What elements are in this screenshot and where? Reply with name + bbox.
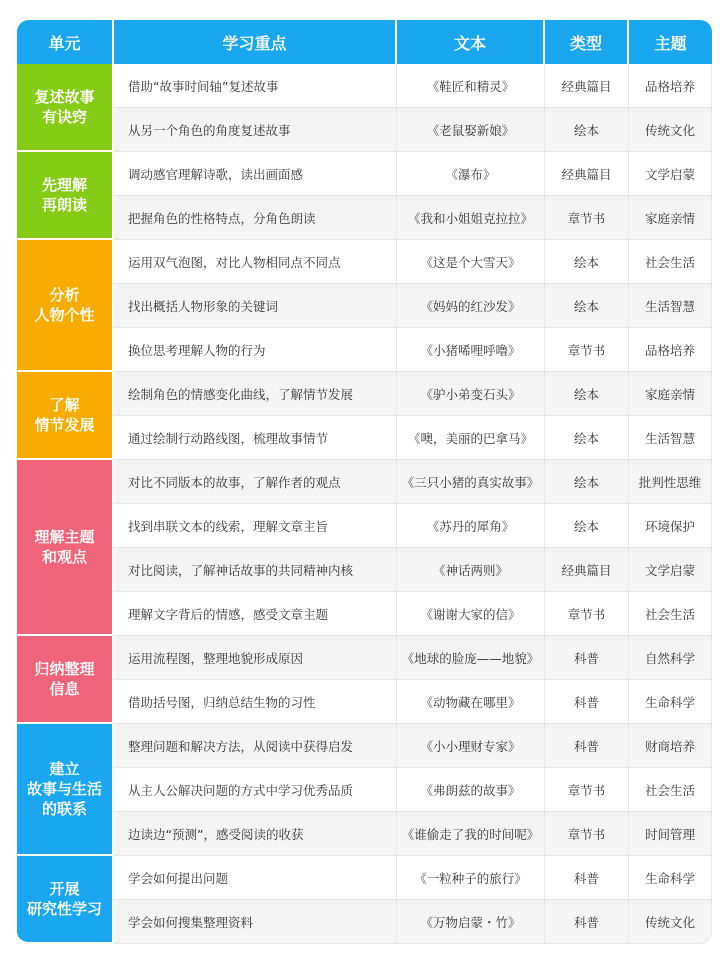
focus-cell: 理解文字背后的情感，感受文章主题	[114, 592, 397, 636]
type-cell: 章节书	[545, 592, 629, 636]
unit-cell	[17, 152, 114, 240]
focus-cell: 把握角色的性格特点，分角色朗读	[114, 196, 397, 240]
text-cell: 《我和小姐姐克拉拉》	[397, 196, 545, 240]
text-cell: 《苏丹的犀角》	[397, 504, 545, 548]
theme-cell: 社会生活	[629, 592, 712, 636]
theme-cell: 文学启蒙	[629, 548, 712, 592]
text-cell: 《瀑布》	[397, 152, 545, 196]
table-row	[17, 548, 712, 592]
unit-label-line: 理解主题	[34, 528, 95, 546]
focus-cell: 运用双气泡图，对比人物相同点不同点	[114, 240, 397, 284]
theme-cell: 自然科学	[629, 636, 712, 680]
unit-cell	[17, 372, 114, 460]
type-cell: 科普	[545, 680, 629, 724]
text-cell: 《小小理财专家》	[397, 724, 545, 768]
text-cell: 《驴小弟变石头》	[397, 372, 545, 416]
theme-cell: 批判性思维	[629, 460, 712, 504]
table-row	[17, 196, 712, 240]
type-cell: 章节书	[545, 768, 629, 812]
text-cell: 《三只小猪的真实故事》	[397, 460, 545, 504]
unit-label-line: 分析	[49, 286, 80, 304]
focus-cell: 对比阅读，了解神话故事的共同精神内核	[114, 548, 397, 592]
type-cell: 经典篇目	[545, 152, 629, 196]
theme-cell: 传统文化	[629, 900, 712, 944]
unit-cell	[17, 724, 114, 856]
header-type: 类型	[545, 20, 629, 64]
text-cell: 《谢谢大家的信》	[397, 592, 545, 636]
theme-cell: 传统文化	[629, 108, 712, 152]
unit-cell	[17, 636, 114, 724]
unit-label-line: 有诀窍	[41, 108, 87, 126]
curriculum-table-container	[17, 20, 712, 944]
text-cell: 《万物启蒙・竹》	[397, 900, 545, 944]
type-cell: 章节书	[545, 328, 629, 372]
table-row	[17, 504, 712, 548]
unit-cell	[17, 856, 114, 944]
header-theme: 主题	[629, 20, 712, 64]
table-body	[17, 64, 712, 944]
theme-cell: 时间管理	[629, 812, 712, 856]
text-cell: 《这是个大雪天》	[397, 240, 545, 284]
type-cell: 科普	[545, 724, 629, 768]
theme-cell: 社会生活	[629, 768, 712, 812]
unit-label-line: 再朗读	[41, 196, 87, 214]
theme-cell: 财商培养	[629, 724, 712, 768]
text-cell: 《地球的脸庞——地貌》	[397, 636, 545, 680]
theme-cell: 社会生活	[629, 240, 712, 284]
unit-label-line: 情节发展	[34, 416, 95, 434]
text-cell: 《一粒种子的旅行》	[397, 856, 545, 900]
table-row	[17, 372, 712, 416]
focus-cell: 对比不同版本的故事，了解作者的观点	[114, 460, 397, 504]
table-row	[17, 900, 712, 944]
table-row	[17, 64, 712, 108]
type-cell: 绘本	[545, 416, 629, 460]
focus-cell: 学会如何搜集整理资料	[114, 900, 397, 944]
unit-label-line: 了解	[49, 396, 80, 414]
type-cell: 绘本	[545, 460, 629, 504]
theme-cell: 环境保护	[629, 504, 712, 548]
type-cell: 科普	[545, 636, 629, 680]
type-cell: 科普	[545, 900, 629, 944]
text-cell: 《鞋匠和精灵》	[397, 64, 545, 108]
theme-cell: 品格培养	[629, 328, 712, 372]
focus-cell: 找出概括人物形象的关键词	[114, 284, 397, 328]
focus-cell: 整理问题和解决方法，从阅读中获得启发	[114, 724, 397, 768]
unit-cell	[17, 240, 114, 372]
unit-label-line: 的联系	[41, 800, 87, 818]
focus-cell: 运用流程图，整理地貌形成原因	[114, 636, 397, 680]
table-row	[17, 724, 712, 768]
type-cell: 绘本	[545, 504, 629, 548]
theme-cell: 家庭亲情	[629, 372, 712, 416]
type-cell: 章节书	[545, 812, 629, 856]
table-row	[17, 416, 712, 460]
focus-cell: 通过绘制行动路线图，梳理故事情节	[114, 416, 397, 460]
type-cell: 绘本	[545, 108, 629, 152]
text-cell: 《老鼠娶新娘》	[397, 108, 545, 152]
unit-cell	[17, 64, 114, 152]
theme-cell: 生命科学	[629, 680, 712, 724]
unit-label-line: 归纳整理	[34, 660, 95, 678]
focus-cell: 找到串联文本的线索，理解文章主旨	[114, 504, 397, 548]
focus-cell: 借助“故事时间轴”复述故事	[114, 64, 397, 108]
unit-label-line: 故事与生活	[26, 780, 102, 798]
unit-label-line: 开展	[49, 880, 80, 898]
unit-label-line: 建立	[49, 760, 80, 778]
type-cell: 经典篇目	[545, 64, 629, 108]
theme-cell: 家庭亲情	[629, 196, 712, 240]
table-row	[17, 812, 712, 856]
text-cell: 《妈妈的红沙发》	[397, 284, 545, 328]
theme-cell: 生活智慧	[629, 416, 712, 460]
unit-label-line: 研究性学习	[26, 900, 102, 918]
type-cell: 科普	[545, 856, 629, 900]
unit-label-line: 复述故事	[34, 88, 95, 106]
table-row	[17, 636, 712, 680]
table-row	[17, 240, 712, 284]
unit-label-line: 先理解	[41, 176, 87, 194]
type-cell: 经典篇目	[545, 548, 629, 592]
header-unit: 单元	[17, 20, 114, 64]
header-text: 文本	[397, 20, 545, 64]
table-row	[17, 152, 712, 196]
type-cell: 绘本	[545, 240, 629, 284]
unit-label-line: 信息	[49, 680, 80, 698]
theme-cell: 生命科学	[629, 856, 712, 900]
focus-cell: 从主人公解决问题的方式中学习优秀品质	[114, 768, 397, 812]
unit-cell	[17, 460, 114, 636]
curriculum-table	[17, 20, 712, 944]
text-cell: 《弗朗兹的故事》	[397, 768, 545, 812]
table-row	[17, 680, 712, 724]
focus-cell: 从另一个角色的角度复述故事	[114, 108, 397, 152]
table-row	[17, 328, 712, 372]
table-row	[17, 768, 712, 812]
type-cell: 绘本	[545, 372, 629, 416]
text-cell: 《噢，美丽的巴拿马》	[397, 416, 545, 460]
type-cell: 绘本	[545, 284, 629, 328]
theme-cell: 品格培养	[629, 64, 712, 108]
table-row	[17, 856, 712, 900]
focus-cell: 学会如何提出问题	[114, 856, 397, 900]
text-cell: 《动物藏在哪里》	[397, 680, 545, 724]
text-cell: 《神话两则》	[397, 548, 545, 592]
focus-cell: 边读边“预测”，感受阅读的收获	[114, 812, 397, 856]
table-row	[17, 460, 712, 504]
text-cell: 《谁偷走了我的时间呢》	[397, 812, 545, 856]
theme-cell: 文学启蒙	[629, 152, 712, 196]
table-row	[17, 284, 712, 328]
unit-label-line: 人物个性	[34, 306, 95, 324]
header-focus: 学习重点	[114, 20, 397, 64]
focus-cell: 绘制角色的情感变化曲线，了解情节发展	[114, 372, 397, 416]
focus-cell: 借助括号图，归纳总结生物的习性	[114, 680, 397, 724]
theme-cell: 生活智慧	[629, 284, 712, 328]
unit-label-line: 和观点	[41, 548, 87, 566]
type-cell: 章节书	[545, 196, 629, 240]
table-row	[17, 108, 712, 152]
table-header-row	[17, 20, 712, 64]
table-row	[17, 592, 712, 636]
text-cell: 《小猪唏哩呼噜》	[397, 328, 545, 372]
focus-cell: 换位思考理解人物的行为	[114, 328, 397, 372]
focus-cell: 调动感官理解诗歌，读出画面感	[114, 152, 397, 196]
